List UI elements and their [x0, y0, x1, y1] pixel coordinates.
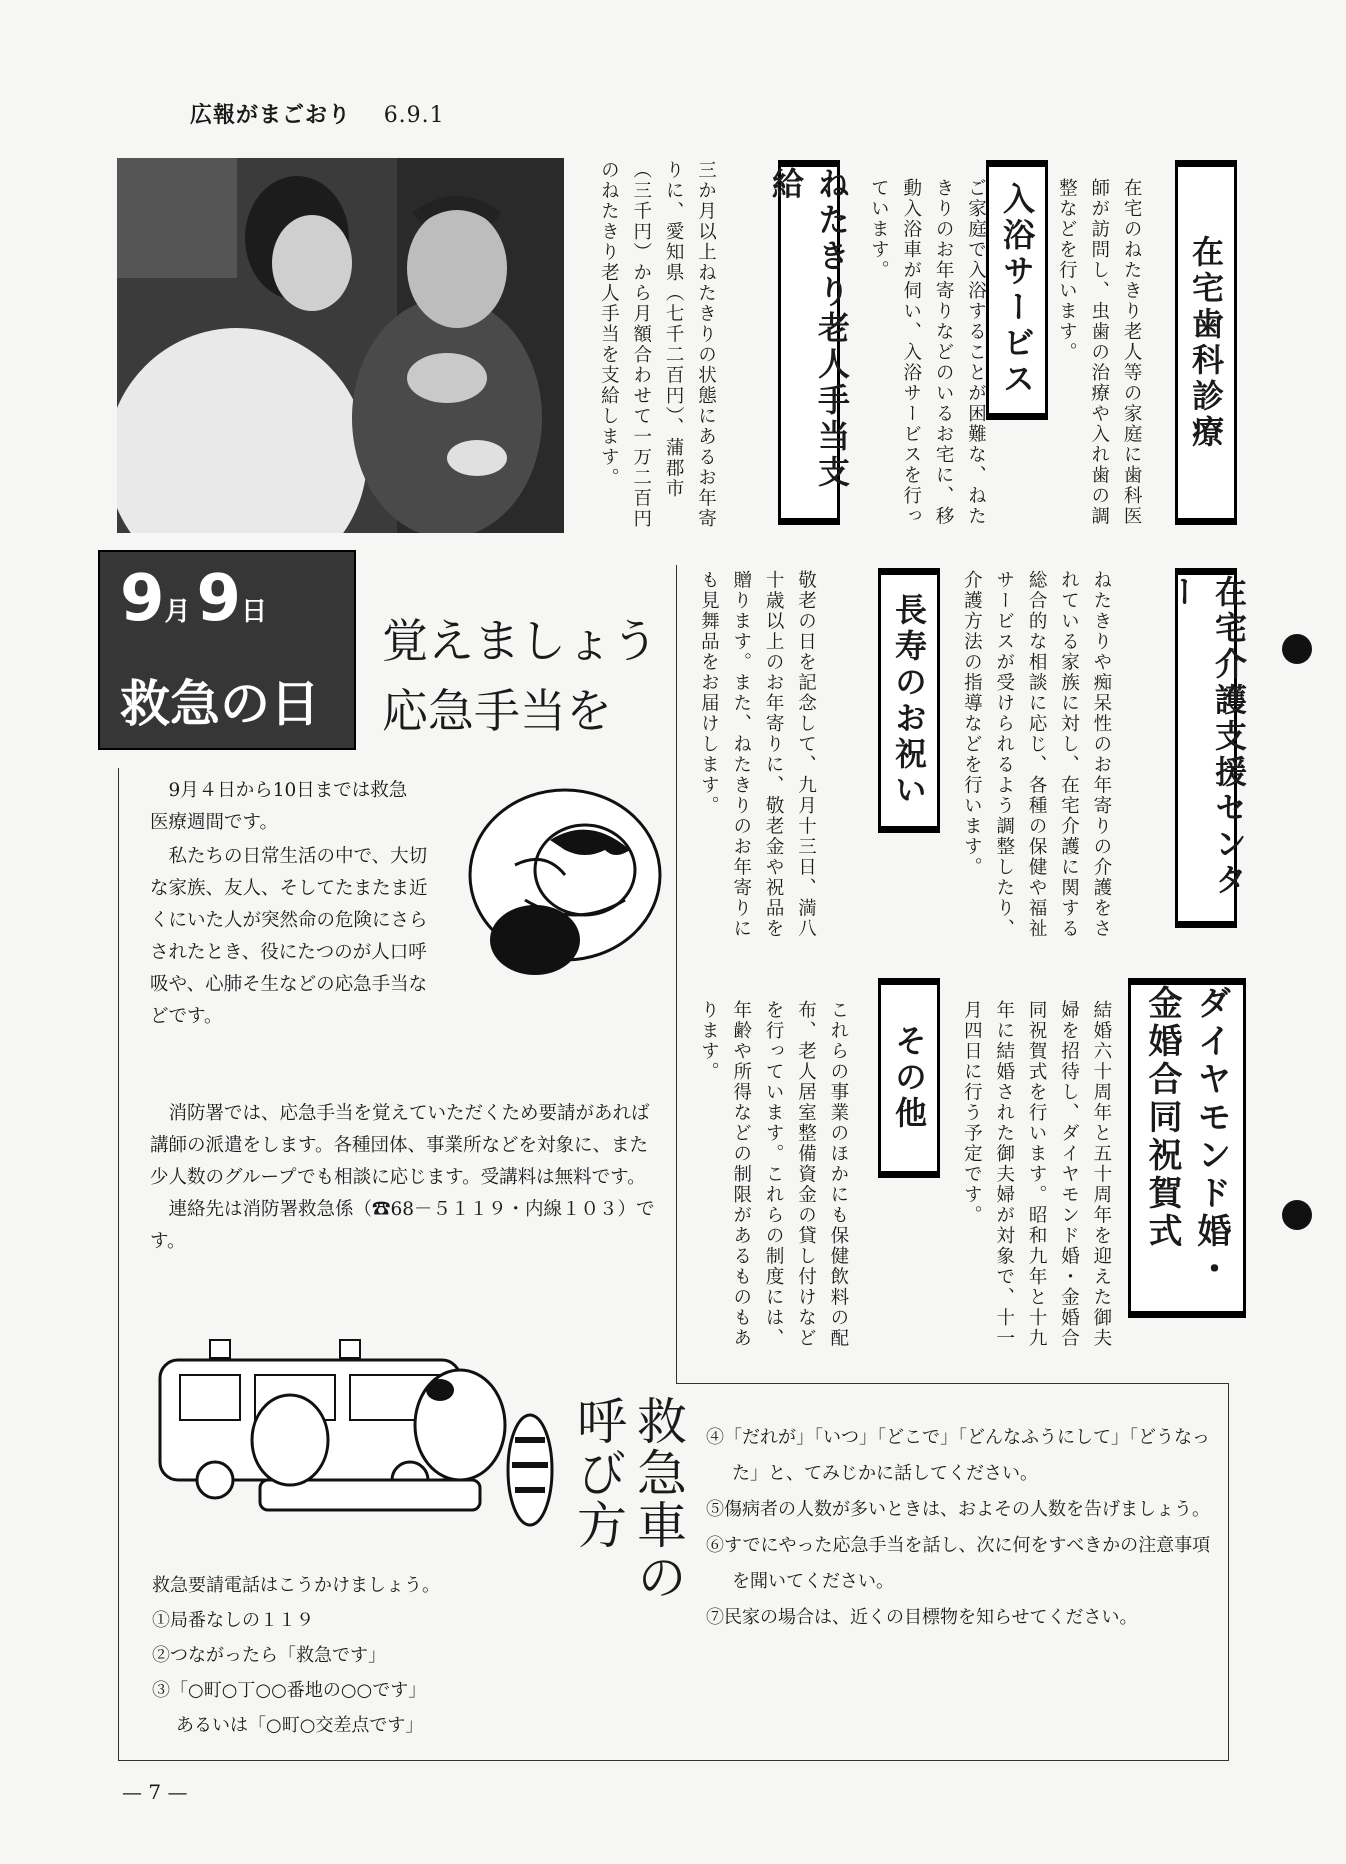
emergency-para-1: 9月４日から10日までは救急医療週間です。 [150, 780, 408, 833]
emergency-date [120, 562, 267, 636]
call-step-3b: あるいは「○町○交差点です」 [176, 1715, 424, 1736]
call-steps-right [706, 1420, 1211, 1636]
allowance-title: ねたきり老人手当支給 [778, 160, 840, 525]
other-title: その他 [878, 978, 940, 1178]
binding-hole-bottom [1282, 1200, 1312, 1230]
care-center-body: ねたきりや痴呆性のお年寄りの介護をされている家族に対し、在宅介護に関する総合的な相談に応じ、各種の保健や福祉サービスが受けられるよう調整したり、介護方法の指導などを行います。 [961, 570, 1112, 939]
call-steps-left [152, 1568, 572, 1743]
dental-title: 在宅歯科診療 [1175, 160, 1237, 525]
bath-title: 入浴サービス [986, 160, 1048, 420]
dental-body: 在宅のねたきり老人等の家庭に歯科医師が訪問し、虫歯の治療や入れ歯の調整などを行います。 [1056, 178, 1143, 527]
day-unit: 日 [241, 597, 268, 627]
emergency-para-3: 消防署では、応急手当を覚えていただくため要請があれば講師の派遣をします。各種団体、事業所などを対象に、また少人数のグループでも相談に応じます。受講料は無料です。 [150, 1103, 650, 1188]
frame-bottom [118, 1760, 1228, 1761]
ambulance-title [568, 1395, 688, 1715]
diamond-title: ダイヤモンド婚・金婚合同祝賀式 [1128, 978, 1246, 1318]
call-step-6: ⑥すでにやった応急手当を話し、次に何をすべきかの注意事項を聞いてください。 [706, 1535, 1211, 1592]
ambulance-illustration [140, 1320, 570, 1555]
emergency-day-badge [98, 550, 356, 750]
page-number: — 7 — [122, 1780, 188, 1804]
emergency-para-4: 連絡先は消防署救急係（☎68－５１１９・内線１０３）です。 [150, 1199, 655, 1252]
day-number: 9 [196, 562, 242, 636]
ambulance-title-line-2: 呼び方 [569, 1395, 627, 1551]
care-center-title: 在宅介護支援センター [1175, 568, 1237, 928]
emergency-paras-lower [150, 1098, 655, 1258]
page-header [190, 98, 445, 129]
bath-body: ご家庭で入浴することが困難な、ねたきりのお年寄りなどのいるお宅に、移動入浴車が伺い、入浴サービスを行っています。 [868, 178, 987, 527]
ambulance-title-line-1: 救急車の [629, 1395, 687, 1603]
rescue-breathing-illustration [455, 780, 675, 995]
frame-mid-left [676, 565, 677, 1383]
frame-right [1228, 1383, 1229, 1761]
month-unit: 月 [164, 597, 191, 627]
month-number: 9 [120, 562, 165, 636]
call-step-2: ②つながったら「救急です」 [152, 1645, 386, 1666]
emergency-day-name: 救急の日 [120, 675, 320, 733]
publication-title: 広報がまごおり [190, 103, 352, 128]
longevity-body: 敬老の日を記念して、九月十三日、満八十歳以上のお年寄りに、敬老金や祝品を贈ります。また、ねたきりのお年寄りにも見舞品をお届けします。 [698, 570, 817, 939]
headline-first-aid: 応急手当を [382, 684, 612, 738]
call-step-3: ③「○町○丁○○番地の○○です」 [152, 1680, 427, 1701]
emergency-para-2: 私たちの日常生活の中で、大切な家族、友人、そしてたまたま近くにいた人が突然命の危険にさらされたとき、役にたつのが人口呼吸や、心肺そ生などの応急手当などです。 [150, 846, 428, 1027]
call-intro: 救急要請電話はこうかけましょう。 [152, 1575, 440, 1596]
longevity-title: 長寿のお祝い [878, 568, 940, 833]
frame-left [118, 768, 119, 1760]
call-step-4: ④「だれが」「いつ」「どこで」「どんなふうにして」「どうなった」と、てみじかに話してください。 [706, 1427, 1210, 1484]
call-step-5: ⑤傷病者の人数が多いときは、およその人数を告げましょう。 [706, 1499, 1210, 1520]
binding-hole-top [1282, 634, 1312, 664]
call-step-1: ①局番なしの１１９ [152, 1610, 314, 1631]
publication-date: 6.9.1 [383, 103, 445, 128]
call-step-7: ⑦民家の場合は、近くの目標物を知らせてください。 [706, 1607, 1138, 1628]
dentist-photo [117, 158, 564, 533]
headline-remember: 覚えましょう [382, 614, 658, 668]
other-body: これらの事業のほかにも保健飲料の配布、老人居室整備資金の貸し付けなどを行っています。これらの制度には、年齢や所得などの制限があるものもあります。 [698, 1000, 849, 1349]
frame-mid-top [676, 1383, 1228, 1384]
allowance-body: 三か月以上ねたきりの状態にあるお年寄りに、愛知県（七千二百円）、蒲郡市（三千円）から月額合わせて一万二百円のねたきり老人手当を支給します。 [598, 160, 717, 529]
diamond-body: 結婚六十周年と五十周年を迎えた御夫婦を招待し、ダイヤモンド婚・金婚合同祝賀式を行います。昭和九年と十九年に結婚された御夫婦が対象で、十一月四日に行う予定です。 [961, 1000, 1112, 1349]
